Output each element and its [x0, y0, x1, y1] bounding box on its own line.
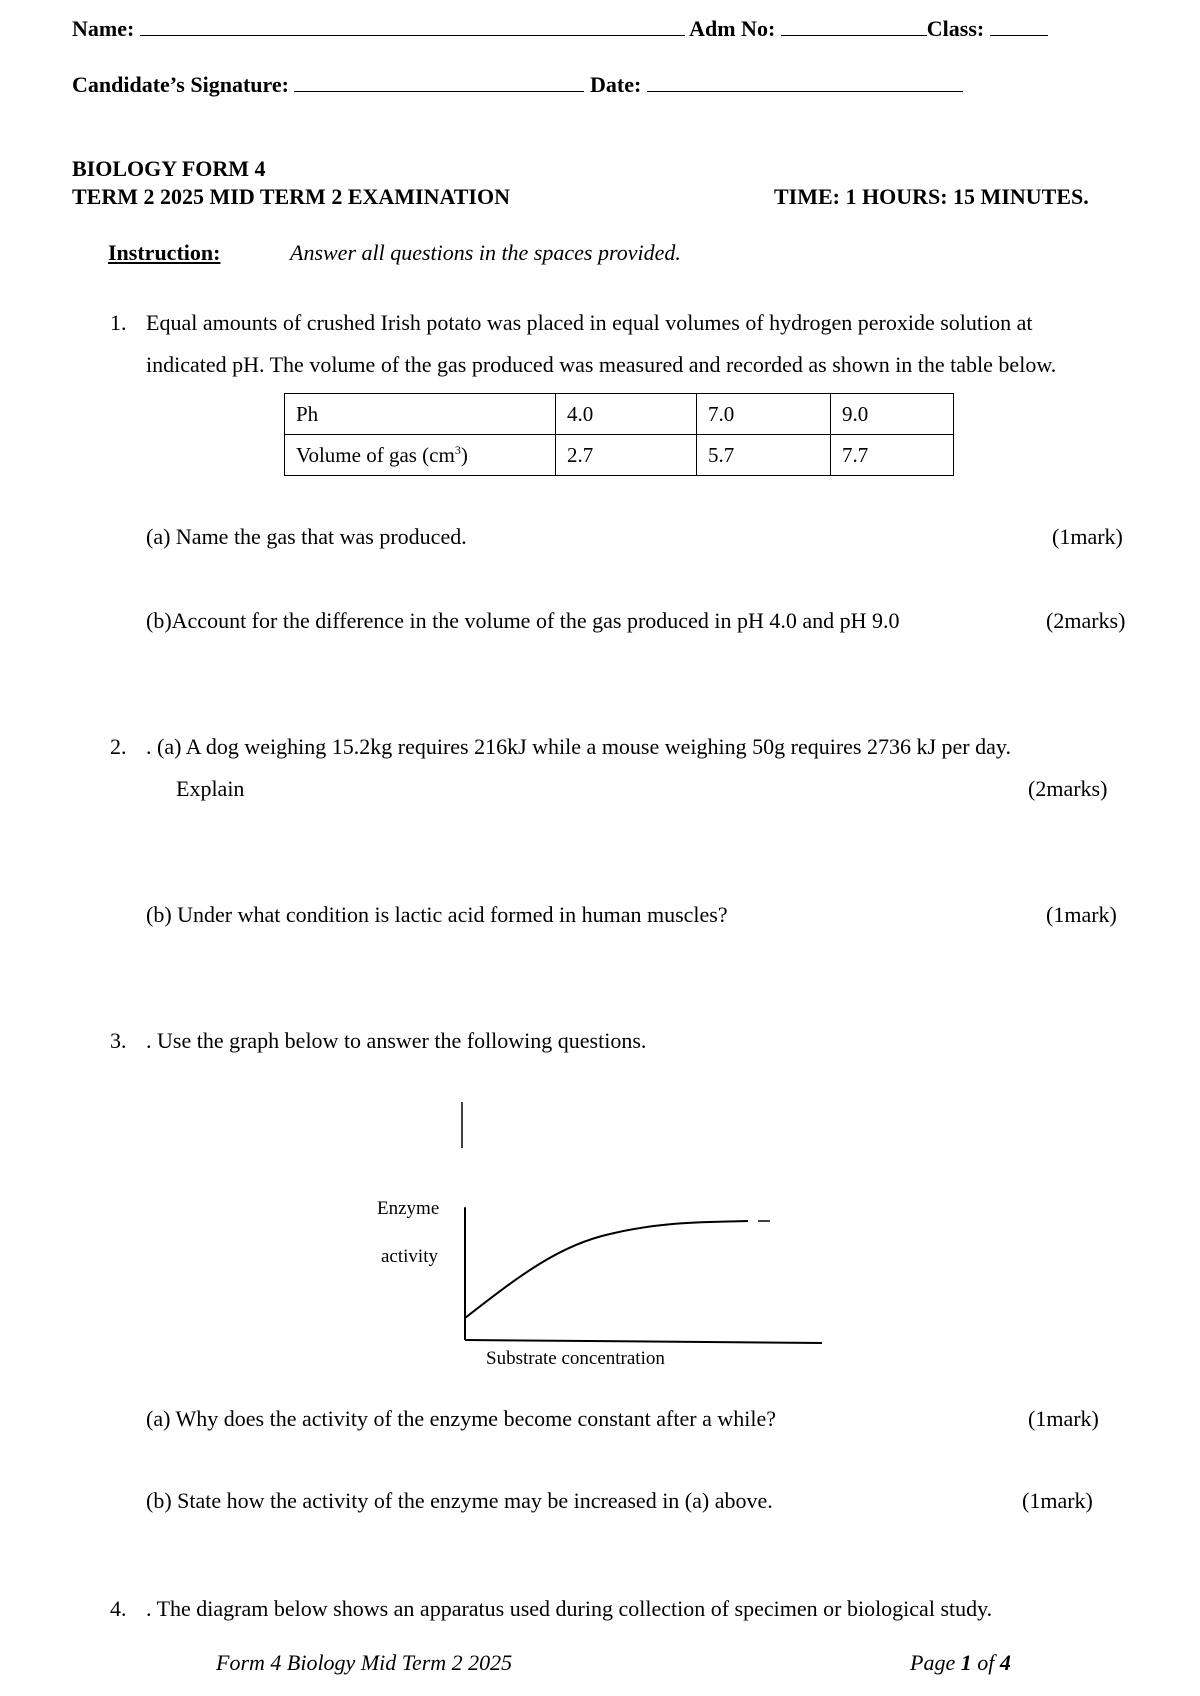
table-cell: 2.7 — [556, 435, 697, 476]
ph-table — [284, 393, 954, 476]
table-cell: Ph — [285, 394, 556, 435]
volume-label-end: ) — [460, 442, 468, 467]
q3-intro: . Use the graph below to answer the following questions. — [146, 1028, 647, 1053]
q2a-text-line1: . (a) A dog weighing 15.2kg requires 216kJ while a mouse weighing 50g requires 2736 kJ per day. — [146, 734, 1011, 759]
q3a-marks: (1mark) — [1028, 1406, 1099, 1431]
q1b-marks: (2marks) — [1046, 608, 1126, 633]
table-cell: 7.7 — [831, 435, 954, 476]
volume-unit-exponent: 3 — [454, 442, 461, 457]
table-row — [285, 435, 954, 476]
table-cell: 9.0 — [831, 394, 954, 435]
exam-title: TERM 2 2025 MID TERM 2 EXAMINATION — [72, 184, 510, 209]
name-row — [72, 16, 1048, 42]
graph-ylabel-1: Enzyme — [377, 1198, 440, 1219]
q3b-marks: (1mark) — [1022, 1488, 1093, 1513]
signature-label: Candidate’s Signature: — [72, 72, 289, 97]
q2b-text: (b) Under what condition is lactic acid formed in human muscles? — [146, 902, 728, 927]
exam-time: TIME: 1 HOURS: 15 MINUTES. — [774, 184, 1089, 209]
instruction-label: Instruction: — [108, 240, 221, 265]
signature-row — [72, 72, 963, 98]
q1b-text: (b)Account for the difference in the volume of the gas produced in pH 4.0 and pH 9.0 — [146, 608, 900, 633]
q1a-marks: (1mark) — [1052, 524, 1123, 549]
instruction-text: Answer all questions in the spaces provided. — [290, 240, 681, 265]
q3-number: 3. — [110, 1028, 127, 1053]
table-cell: 7.0 — [697, 394, 831, 435]
date-field[interactable] — [647, 73, 963, 92]
enzyme-curve — [465, 1221, 748, 1318]
footer-title: Form 4 Biology Mid Term 2 2025 — [216, 1650, 513, 1675]
page-prefix: Page — [910, 1650, 961, 1675]
volume-label: Volume of gas (cm — [296, 442, 455, 467]
page-mid: of — [971, 1650, 1000, 1675]
date-label: Date: — [589, 72, 642, 97]
name-field[interactable] — [140, 17, 685, 36]
q1-text-line2: indicated pH. The volume of the gas produced was measured and recorded as shown in the table below. — [146, 352, 1057, 377]
subject-title: BIOLOGY FORM 4 — [72, 156, 266, 181]
page-number — [910, 1650, 1011, 1676]
graph-ylabel-2: activity — [381, 1246, 438, 1267]
x-axis — [465, 1340, 822, 1343]
signature-field[interactable] — [294, 73, 584, 92]
table-row — [285, 394, 954, 435]
graph-xlabel: Substrate concentration — [486, 1348, 665, 1369]
q1-number: 1. — [110, 310, 127, 335]
q2a-text-line2: Explain — [176, 776, 245, 801]
page-current: 1 — [960, 1650, 972, 1675]
table-cell: 4.0 — [556, 394, 697, 435]
adm-field[interactable] — [781, 17, 927, 36]
name-label: Name: — [72, 16, 135, 41]
page-total: 4 — [999, 1650, 1011, 1675]
q1-text-line1: Equal amounts of crushed Irish potato was placed in equal volumes of hydrogen peroxide solution at — [146, 310, 1033, 335]
q3a-text: (a) Why does the activity of the enzyme become constant after a while? — [146, 1406, 776, 1431]
q2a-marks: (2marks) — [1028, 776, 1108, 801]
q3b-text: (b) State how the activity of the enzyme may be increased in (a) above. — [146, 1488, 773, 1513]
table-cell: 5.7 — [697, 435, 831, 476]
q2b-marks: (1mark) — [1046, 902, 1117, 927]
q4-text: . The diagram below shows an apparatus used during collection of specimen or biological study. — [146, 1596, 993, 1621]
q4-number: 4. — [110, 1596, 127, 1621]
class-field[interactable] — [990, 17, 1048, 36]
q2-number: 2. — [110, 734, 127, 759]
class-label: Class: — [926, 16, 985, 41]
adm-label: Adm No: — [689, 16, 776, 41]
table-cell — [285, 435, 556, 476]
q1a-text: (a) Name the gas that was produced. — [146, 524, 467, 549]
